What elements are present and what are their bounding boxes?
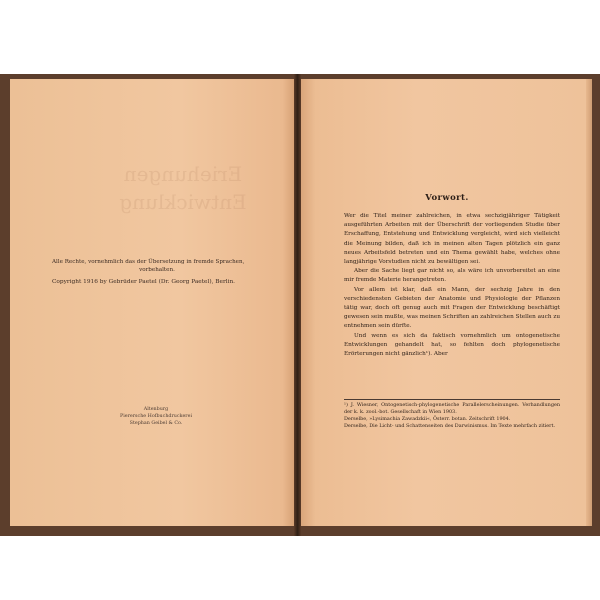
footnote: ¹) J. Wiesner, Ontogenetisch-phylogenetische Parallelerscheinungen. Verhandlungen der k. k. zool.-bot. Gesellschaft in Wien 1903. [344,402,560,415]
rights-notice [52,258,262,274]
imprint-line: Stephan Geibel & Co. [129,421,183,426]
paragraph: Aber die Sache liegt gar nicht so, als wäre ich unvorbereitet an eine mir fremde Materie herangetreten. [344,268,560,284]
page-title: Vorwort. [425,193,469,203]
printer-imprint [96,406,216,427]
imprint-line: Altenburg [143,407,169,412]
page-edge [586,79,592,526]
footnote: Derselbe, »Lysimachia Zawadzkii«, Österr. botan. Zeitschrift 1904. [344,416,511,422]
paragraph: Vor allem ist klar, daß ein Mann, der sechzig Jahre in den verschiedensten Gebieten der Anatomie und Physiologie der Pflanzen tätig war, doch oft genug auch mit Fragen der Entwicklung beschäftigt gewesen sein mußte, was meinen Schriften an zahlreichen Stellen auch zu entnehmen sein dürfte. [344,286,560,330]
ghost-line: Eriehungen [123,162,243,186]
footnote: Derselbe, Die Licht- und Schattenseiten des Darwinismus. Im Texte mehrfach zitiert. [344,423,556,429]
ghost-line: Entwicklung [119,190,247,214]
footnote-rule [344,399,560,400]
paragraph: Wer die Titel meiner zahlreichen, in etwa sechzigjähriger Tätigkeit ausgeführten Arbeiten mit der Überschrift der vorliegenden Studie über Erschaffung, Entstehung und Entwicklung vergleicht, wird sich vielleicht die Meinung bilden, daß ich in meinen alten Tagen plötzlich ein ganz neues Arbeitsfeld betreten und ein Thema gewählt habe, welches ohne langjährige Vorstudien nicht zu bewältigen sei. [344,213,560,266]
footnotes [344,402,560,430]
rights-line: vorbehalten. [139,267,175,273]
imprint-line: Pierersche Hofbuchdruckerei [120,414,192,419]
left-page [10,79,294,526]
show-through-text [108,160,258,216]
paragraph: Und wenn es sich da faktisch vornehmlich um ontogenetische Entwicklungen gehandelt hat, so fehlten doch phylogenetische Erörterungen nicht gänzlich¹). Aber [344,332,560,358]
foreword-text [344,212,560,359]
book-gutter [294,74,301,536]
copyright-line: Copyright 1916 by Gebrüder Paetel (Dr. Georg Paetel), Berlin. [52,279,236,285]
rights-line: Alle Rechte, vornehmlich das der Übersetzung in fremde Sprachen, [52,259,245,265]
